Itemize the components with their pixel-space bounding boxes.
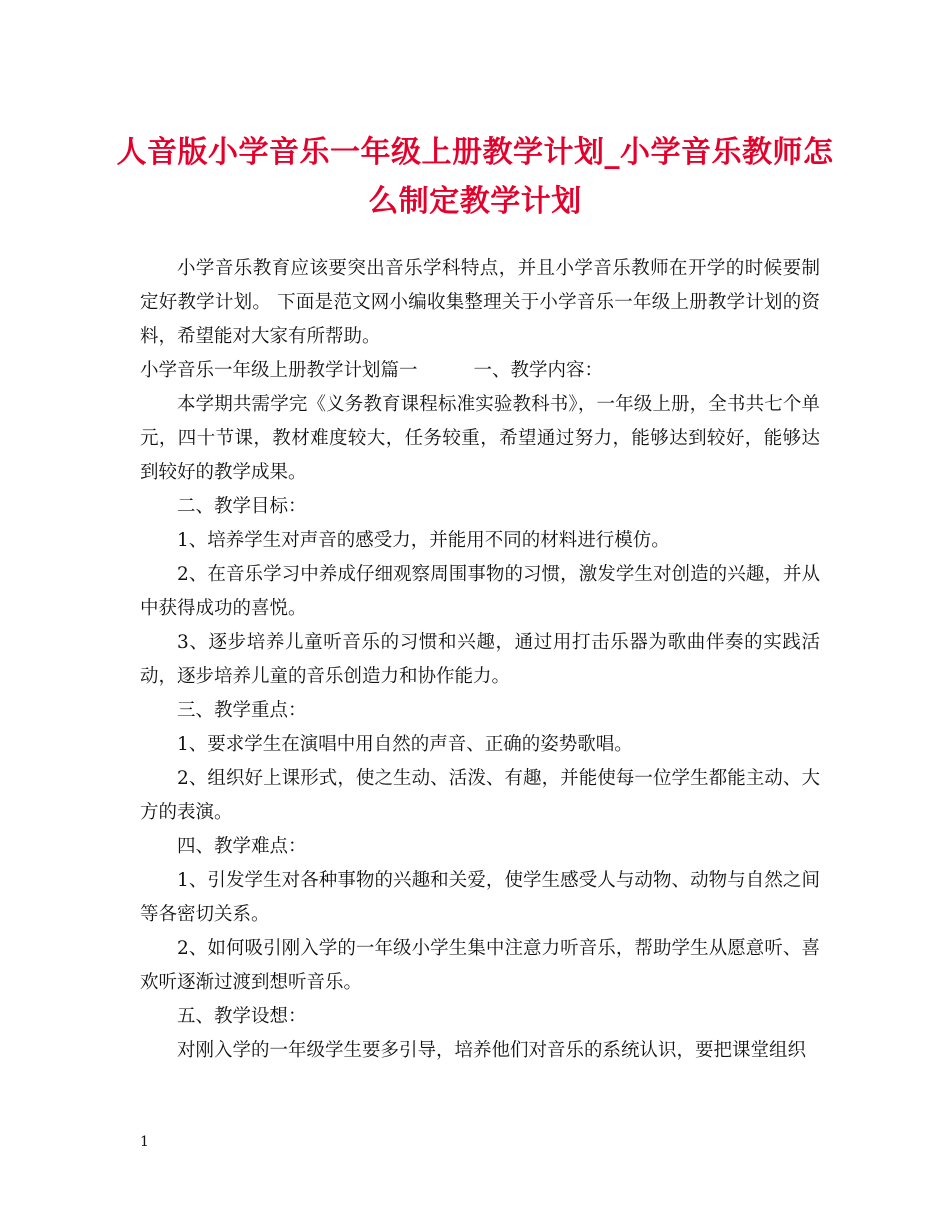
section-heading-label: 小学音乐一年级上册教学计划篇一: [140, 360, 418, 381]
paragraph-focus-1: 1、要求学生在演唱中用自然的声音、正确的姿势歌唱。: [177, 734, 633, 755]
section-heading-suffix: 一、教学内容：: [473, 360, 604, 381]
document-body: [140, 252, 820, 1068]
paragraph-goal-3: 3、逐步培养儿童听音乐的习惯和兴趣，通过用打击乐器为歌曲伴奏的实践活动，逐步培养儿童的音乐创造力和协作能力。: [140, 632, 820, 687]
paragraph-heading-goals: 二、教学目标：: [177, 496, 307, 517]
paragraph-intro: 小学音乐教育应该要突出音乐学科特点，并且小学音乐教师在开学的时候要制定好教学计划。 下面是范文网小编收集整理关于小学音乐一年级上册教学计划的资料，希望能对大家有所帮助。: [140, 258, 820, 347]
paragraph-difficulty-2: 2、如何吸引刚入学的一年级小学生集中注意力听音乐，帮助学生从愿意听、喜欢听逐渐过渡到想听音乐。: [140, 938, 820, 993]
page-number: 1: [140, 1134, 149, 1150]
paragraph-heading-ideas: 五、教学设想：: [177, 1006, 307, 1027]
paragraph-focus-2: 2、组织好上课形式，使之生动、活泼、有趣，并能使每一位学生都能主动、大方的表演。: [140, 768, 820, 823]
paragraph-ideas-1: 对刚入学的一年级学生要多引导，培养他们对音乐的系统认识，要把课堂组织: [177, 1040, 807, 1061]
paragraph-section-heading: [140, 354, 820, 388]
document-title: 人音版小学音乐一年级上册教学计划_小学音乐教师怎么制定教学计划: [116, 135, 834, 219]
paragraph-content: 本学期共需学完《义务教育课程标准实验教科书》，一年级上册，全书共七个单元，四十节课，教材难度较大，任务较重，希望通过努力，能够达到较好，能够达到较好的教学成果。: [140, 394, 820, 483]
paragraph-heading-difficulty: 四、教学难点：: [177, 836, 307, 857]
paragraph-heading-focus: 三、教学重点：: [177, 700, 307, 721]
paragraph-difficulty-1: 1、引发学生对各种事物的兴趣和关爱，使学生感受人与动物、动物与自然之间等各密切关系。: [140, 870, 820, 925]
paragraph-goal-2: 2、在音乐学习中养成仔细观察周围事物的习惯，激发学生对创造的兴趣，并从中获得成功的喜悦。: [140, 564, 820, 619]
paragraph-goal-1: 1、培养学生对声音的感受力，并能用不同的材料进行模仿。: [177, 530, 670, 551]
